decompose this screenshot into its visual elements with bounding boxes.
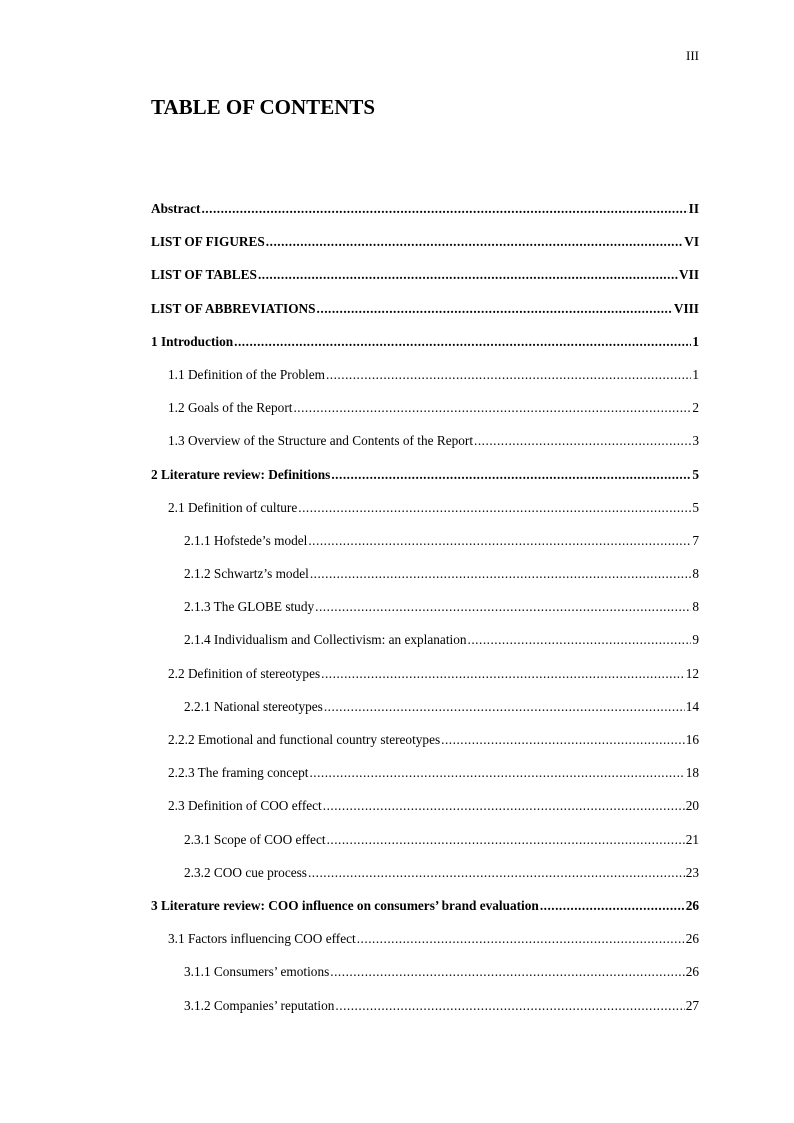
toc-entry-page: 8 — [692, 599, 699, 615]
toc-entry[interactable] — [151, 998, 699, 1031]
toc-entry-label: LIST OF FIGURES — [151, 234, 265, 250]
toc-entry-page: 21 — [685, 831, 699, 847]
page-title: TABLE OF CONTENTS — [151, 95, 376, 119]
toc-entry[interactable] — [151, 798, 699, 831]
toc-entry-page: 5 — [692, 499, 699, 515]
toc-entry[interactable] — [151, 267, 699, 300]
toc-entry-page: 23 — [685, 864, 699, 880]
toc-dot-leader — [234, 334, 691, 350]
toc-entry[interactable] — [151, 201, 699, 234]
toc-entry-page: 2 — [692, 400, 699, 416]
toc-dot-leader — [266, 234, 683, 250]
toc-entry-label: 2.1.4 Individualism and Collectivism: an explanation — [184, 632, 467, 648]
toc-entry-page: 1 — [692, 366, 699, 382]
toc-dot-leader — [308, 865, 685, 881]
toc-entry-label: 2.3.2 COO cue process — [184, 864, 307, 880]
toc-dot-leader — [315, 599, 691, 615]
toc-entry-page: 12 — [685, 665, 699, 681]
toc-dot-leader — [317, 301, 673, 317]
toc-dot-leader — [330, 964, 684, 980]
toc-entry-label: 2.1 Definition of culture — [168, 499, 298, 515]
toc-entry-label: 1.2 Goals of the Report — [168, 400, 293, 416]
toc-entry-page: 26 — [685, 964, 699, 980]
toc-entry[interactable] — [151, 566, 699, 599]
toc-entry-label: 2.2.1 National stereotypes — [184, 698, 323, 714]
toc-dot-leader — [310, 566, 692, 582]
toc-dot-leader — [201, 201, 687, 217]
toc-entry-label: 3 Literature review: COO influence on consumers’ brand evaluation — [151, 897, 539, 913]
toc-entry-page: 27 — [685, 997, 699, 1013]
toc-entry[interactable] — [151, 632, 699, 665]
toc-dot-leader — [298, 500, 691, 516]
toc-entry-label: LIST OF TABLES — [151, 267, 257, 283]
toc-entry-label: 2.2 Definition of stereotypes — [168, 665, 321, 681]
toc-entry-page: 20 — [685, 798, 699, 814]
toc-dot-leader — [335, 998, 684, 1014]
toc-entry-page: 9 — [692, 632, 699, 648]
toc-dot-leader — [468, 632, 692, 648]
toc-entry-page: 3 — [692, 433, 699, 449]
toc-entry[interactable] — [151, 433, 699, 466]
toc-entry-label: 2.1.1 Hofstede’s model — [184, 532, 308, 548]
toc-entry-label: Abstract — [151, 201, 201, 216]
toc-entry[interactable] — [151, 400, 699, 433]
toc-dot-leader — [308, 533, 691, 549]
toc-entry-page: 14 — [685, 698, 699, 714]
toc-entry[interactable] — [151, 732, 699, 765]
toc-dot-leader — [309, 765, 684, 781]
toc-entry[interactable] — [151, 367, 699, 400]
toc-dot-leader — [441, 732, 685, 748]
toc-dot-leader — [324, 699, 685, 715]
toc-dot-leader — [326, 367, 691, 383]
toc-entry[interactable] — [151, 931, 699, 964]
toc-entry-label: 1 Introduction — [151, 333, 234, 349]
toc-entry-page: 18 — [685, 765, 699, 781]
toc-entry-label: 3.1.1 Consumers’ emotions — [184, 964, 330, 980]
toc-dot-leader — [327, 832, 685, 848]
toc-dot-leader — [357, 931, 685, 947]
toc-entry[interactable] — [151, 234, 699, 267]
toc-entry-page: 26 — [685, 897, 699, 913]
toc-entry-page: 5 — [692, 466, 699, 482]
toc-entry-label: 2 Literature review: Definitions — [151, 466, 331, 482]
toc-dot-leader — [474, 433, 691, 449]
table-of-contents — [151, 201, 699, 1031]
toc-entry[interactable] — [151, 865, 699, 898]
toc-entry-page: 7 — [692, 532, 699, 548]
toc-entry-label: 2.2.3 The framing concept — [168, 765, 309, 781]
toc-entry-label: 1.3 Overview of the Structure and Contents of the Report — [168, 433, 474, 449]
toc-dot-leader — [293, 400, 691, 416]
toc-entry-page: 1 — [692, 333, 699, 349]
toc-entry-page: VI — [684, 234, 699, 250]
toc-entry[interactable] — [151, 301, 699, 334]
toc-entry-label: 3.1.2 Companies’ reputation — [184, 997, 335, 1013]
toc-entry[interactable] — [151, 666, 699, 699]
toc-entry-page: 8 — [692, 566, 699, 582]
toc-entry-page: VII — [679, 267, 699, 283]
toc-entry-label: 3.1 Factors influencing COO effect — [168, 931, 356, 947]
toc-dot-leader — [321, 666, 685, 682]
toc-dot-leader — [258, 267, 678, 283]
toc-entry-label: 2.2.2 Emotional and functional country stereotypes — [168, 732, 441, 747]
toc-dot-leader — [540, 898, 685, 914]
toc-entry[interactable] — [151, 599, 699, 632]
toc-entry[interactable] — [151, 832, 699, 865]
toc-entry-page: 16 — [685, 732, 699, 747]
toc-entry-label: 2.1.2 Schwartz’s model — [184, 566, 309, 582]
toc-entry[interactable] — [151, 699, 699, 732]
toc-entry-label: 1.1 Definition of the Problem — [168, 366, 325, 382]
toc-entry[interactable] — [151, 898, 699, 931]
toc-entry[interactable] — [151, 467, 699, 500]
toc-entry[interactable] — [151, 765, 699, 798]
toc-entry[interactable] — [151, 533, 699, 566]
toc-entry-page: 26 — [685, 931, 699, 947]
toc-entry-page: II — [688, 201, 699, 216]
toc-dot-leader — [331, 467, 691, 483]
toc-entry-label: LIST OF ABBREVIATIONS — [151, 300, 316, 316]
toc-dot-leader — [323, 798, 685, 814]
toc-entry-label: 2.3.1 Scope of COO effect — [184, 831, 326, 847]
toc-entry-label: 2.3 Definition of COO effect — [168, 798, 322, 814]
toc-entry-page: VIII — [673, 300, 699, 316]
toc-entry[interactable] — [151, 500, 699, 533]
toc-entry[interactable] — [151, 334, 699, 367]
toc-entry[interactable] — [151, 964, 699, 997]
toc-entry-label: 2.1.3 The GLOBE study — [184, 599, 315, 615]
page-number: III — [686, 48, 699, 63]
